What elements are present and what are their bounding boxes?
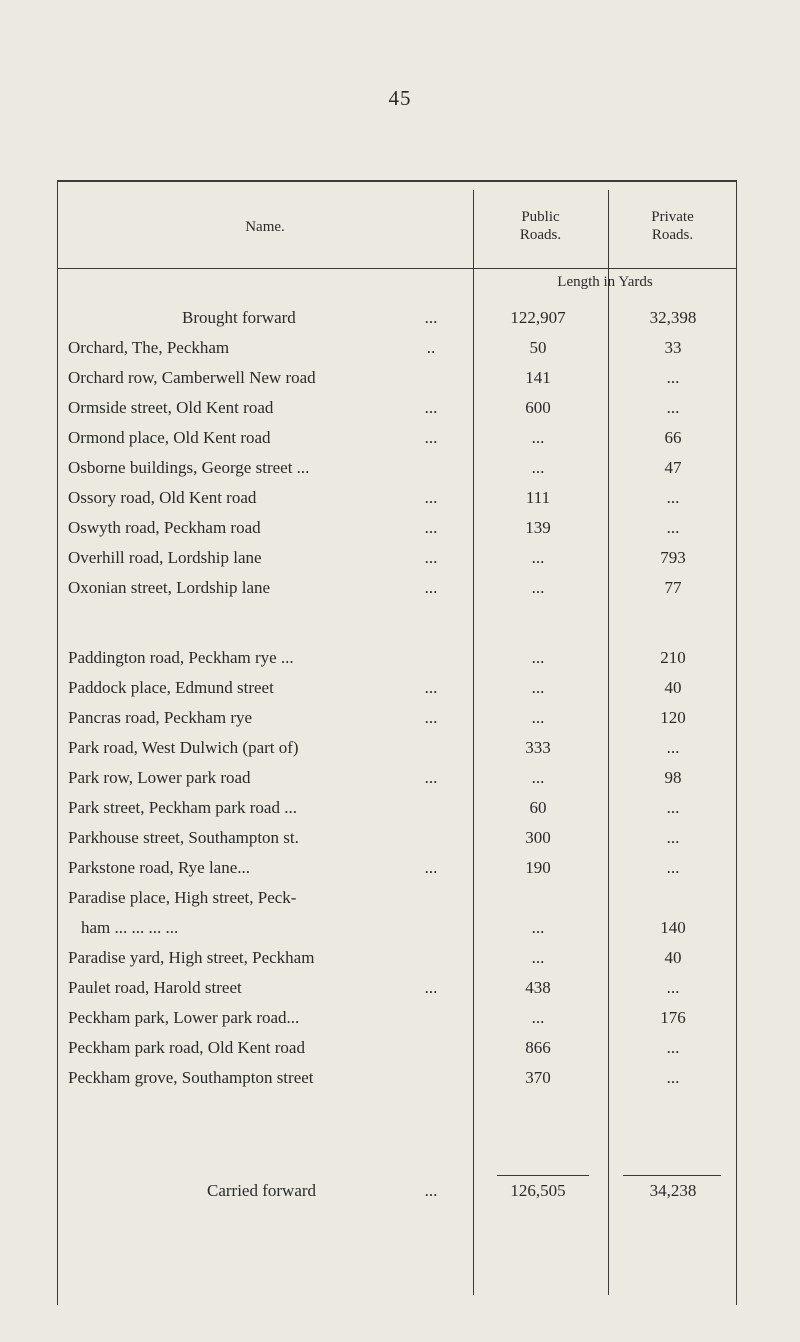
row-name: Park row, Lower park road [68,768,251,787]
row-public: 300 [525,828,551,847]
row-dots: ... [424,308,438,327]
row-private: 40 [664,948,682,967]
row-name: Osborne buildings, George street ... [68,458,310,477]
row-public: ... [531,458,545,477]
table-row [57,483,737,513]
table-row [57,513,737,543]
row-public: 438 [525,978,551,997]
header-private [608,208,737,244]
row-dots: ... [424,708,438,727]
table-row [57,853,737,883]
row-dots: ... [424,398,438,417]
row-private: 47 [664,458,682,477]
table-row [57,1063,737,1093]
row-name: Overhill road, Lordship lane [68,548,262,567]
table-row [57,1003,737,1033]
row-name: Ormond place, Old Kent road [68,428,271,447]
row-name: Peckham park road, Old Kent road [68,1038,305,1057]
row-public: ... [531,708,545,727]
table-row [57,973,737,1003]
row-public: ... [531,1008,545,1027]
roads-table [57,180,737,1305]
table-row [57,363,737,393]
row-dots: ... [424,678,438,697]
row-dots: ... [424,578,438,597]
row-private: 140 [660,918,686,937]
row-private: 66 [664,428,682,447]
row-private: 32,398 [649,308,697,327]
row-name: Paulet road, Harold street [68,978,242,997]
table-row [57,423,737,453]
row-dots: ... [424,1181,438,1200]
row-dots: ... [424,488,438,507]
row-dots: ... [424,428,438,447]
row-public: 111 [525,488,551,507]
table-row [57,393,737,423]
row-private: ... [666,398,680,417]
row-private: 98 [664,768,682,787]
row-dots: ... [424,768,438,787]
page-number: 45 [388,86,412,110]
row-name: Park street, Peckham park road ... [68,798,297,817]
row-public: ... [531,918,545,937]
row-name: Peckham grove, Southampton street [68,1068,314,1087]
row-name: Oswyth road, Peckham road [68,518,261,537]
header-private-line1: Private [651,209,694,225]
header-public [473,208,608,244]
row-public: 866 [525,1038,551,1057]
row-public: 139 [525,518,551,537]
row-public: 333 [525,738,551,757]
table-row [57,1033,737,1063]
row-private: 77 [664,578,682,597]
table-row [57,703,737,733]
row-public: ... [531,648,545,667]
table-row [57,913,737,943]
unit-subheader: Length in Yards [557,274,653,290]
row-name: Peckham park, Lower park road... [68,1008,300,1027]
row-private: 33 [664,338,682,357]
row-public: ... [531,678,545,697]
row-private: ... [666,858,680,877]
row-name: Park road, West Dulwich (part of) [68,738,299,757]
row-public: 370 [525,1068,551,1087]
row-private: ... [666,828,680,847]
row-private: 40 [664,678,682,697]
row-private: ... [666,978,680,997]
row-private: ... [666,368,680,387]
row-public: 190 [525,858,551,877]
row-name: Paddock place, Edmund street [68,678,274,697]
row-public: ... [531,578,545,597]
row-private: ... [666,1038,680,1057]
row-name: Brought forward [182,308,296,327]
table-row [57,793,737,823]
row-name: Paradise place, High street, Peck- [68,888,297,907]
row-public: ... [531,428,545,447]
row-public: 141 [525,368,551,387]
row-dots: .. [426,338,436,357]
table-row [57,453,737,483]
row-name: Parkhouse street, Southampton st. [68,828,299,847]
header-private-line2: Roads. [651,227,694,243]
row-public: ... [531,948,545,967]
header-public-line1: Public [521,209,560,225]
row-dots: ... [424,518,438,537]
row-public: 50 [529,338,547,357]
row-name: Orchard, The, Peckham [68,338,230,357]
row-public: ... [531,548,545,567]
row-public: 60 [529,798,547,817]
table-row [57,733,737,763]
row-dots: ... [424,858,438,877]
row-private: 120 [660,708,686,727]
row-name: Pancras road, Peckham rye [68,708,253,727]
row-private: 793 [660,548,686,567]
row-public: 600 [525,398,551,417]
table-row [57,883,737,913]
table-row [57,823,737,853]
row-dots: ... [424,978,438,997]
row-private: 34,238 [649,1181,697,1200]
row-private: ... [666,1068,680,1087]
row-name: Orchard row, Camberwell New road [68,368,316,387]
row-name: Ormside street, Old Kent road [68,398,274,417]
row-public: 126,505 [510,1181,566,1200]
carried-forward-row [57,1176,737,1206]
table-row [57,943,737,973]
row-name: Carried forward [207,1181,317,1200]
row-name: Ossory road, Old Kent road [68,488,257,507]
row-name: Parkstone road, Rye lane... [68,858,251,877]
row-public: ... [531,768,545,787]
row-private: ... [666,488,680,507]
row-private: 210 [660,648,686,667]
header-public-line2: Roads. [519,227,562,243]
table-row [57,543,737,573]
row-name: ham ... ... ... ... [81,918,179,937]
header-name: Name. [245,219,285,235]
table-row [57,763,737,793]
row-name: Oxonian street, Lordship lane [68,578,271,597]
table-row [57,333,737,363]
table-row [57,303,737,333]
row-name: Paradise yard, High street, Peckham [68,948,315,967]
row-name: Paddington road, Peckham rye ... [68,648,294,667]
row-private: ... [666,798,680,817]
row-private: ... [666,738,680,757]
row-private: ... [666,518,680,537]
row-private: 176 [660,1008,686,1027]
table-top-rule [57,180,737,182]
table-row [57,573,737,603]
header-bottom-rule [57,268,737,269]
row-dots: ... [424,548,438,567]
row-public: 122,907 [510,308,566,327]
table-row [57,643,737,673]
table-row [57,673,737,703]
